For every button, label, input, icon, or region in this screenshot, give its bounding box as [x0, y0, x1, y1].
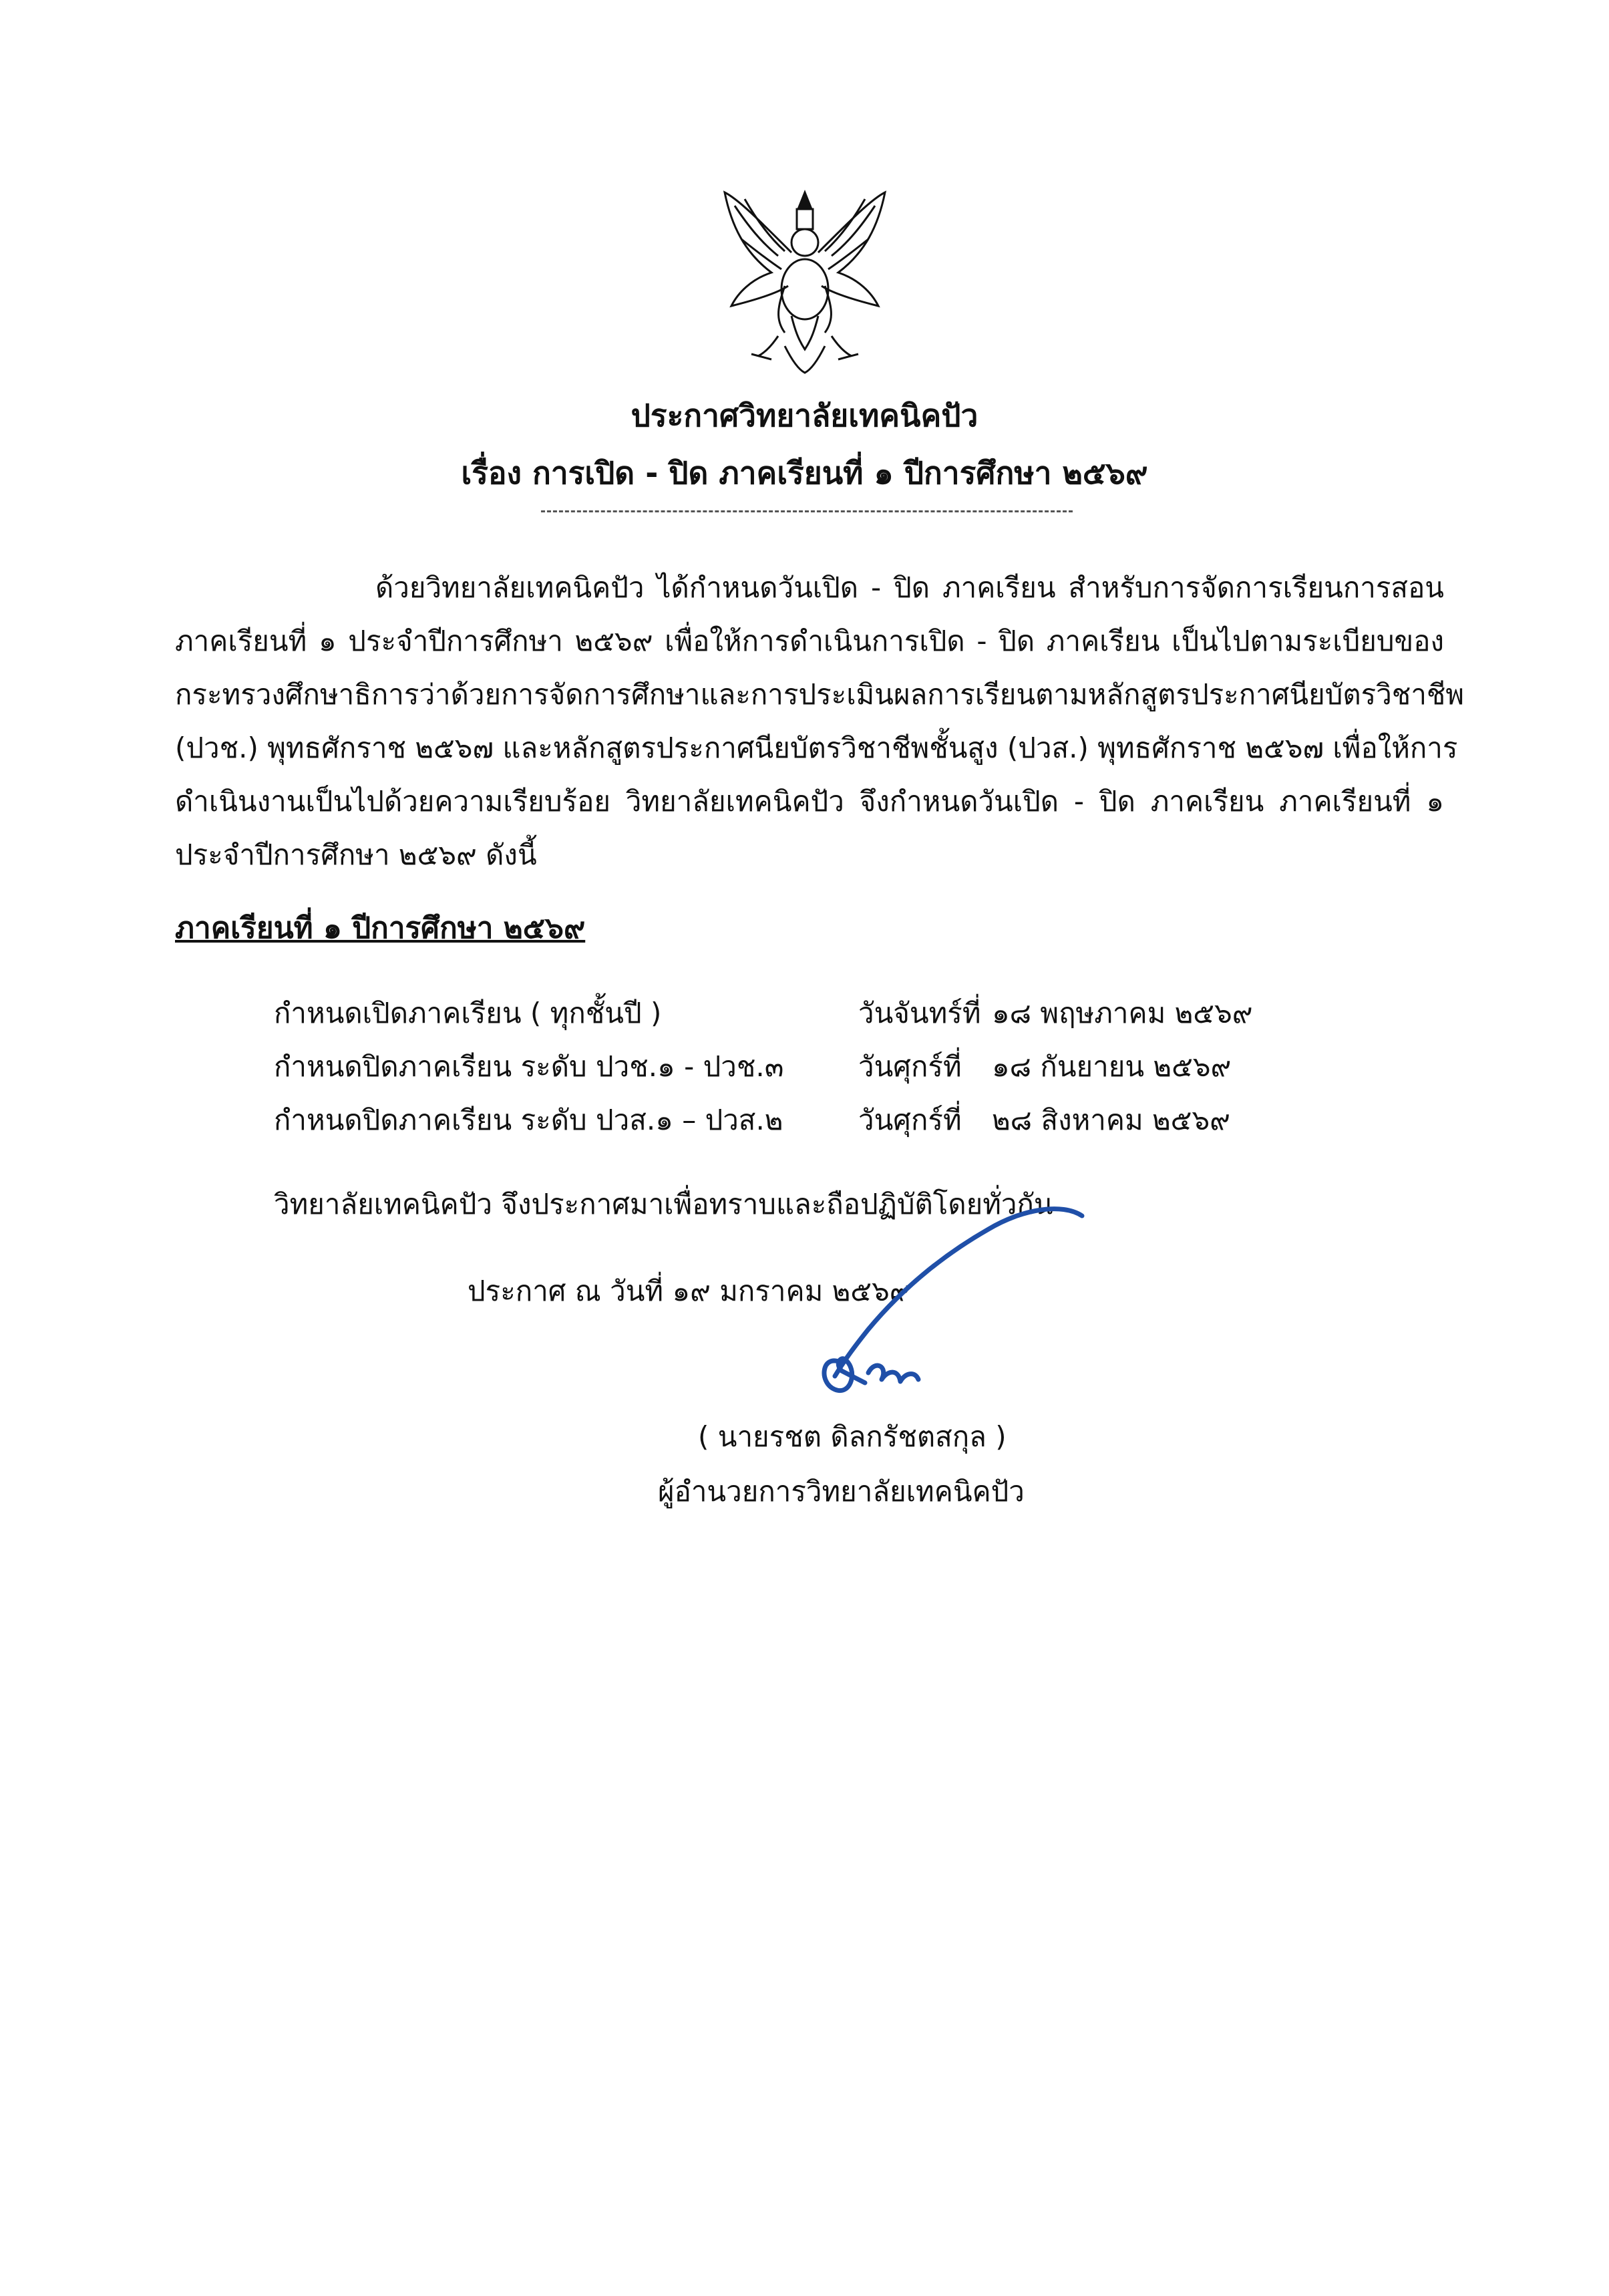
- schedule-day: วันศุกร์ที่: [858, 1050, 962, 1083]
- closing-statement: วิทยาลัยเทคนิคปัว จึงประกาศมาเพื่อทราบและถือปฏิบัติโดยทั่วกัน: [274, 1188, 1053, 1220]
- schedule-day: วันจันทร์ที่: [858, 997, 981, 1029]
- announcement-date: ประกาศ ณ วันที่ ๑๙ มกราคม ๒๕๖๙: [468, 1275, 910, 1307]
- schedule-desc: กำหนดเปิดภาคเรียน ( ทุกชั้นปี ): [274, 997, 662, 1029]
- schedule-date: ๑๘ กันยายน ๒๕๖๙: [992, 1050, 1232, 1083]
- document-title: ประกาศวิทยาลัยเทคนิคปัว: [631, 397, 978, 434]
- signature-image: [768, 1189, 1102, 1416]
- paragraph-line: ประจำปีการศึกษา ๒๕๖๙ ดังนี้: [175, 838, 537, 871]
- paragraph-line: (ปวช.) พุทธศักราช ๒๕๖๗ และหลักสูตรประกาศนียบัตรวิชาชีพชั้นสูง (ปวส.) พุทธศักราช ๒๕๖๗ เพื่อให้การ: [175, 731, 1458, 764]
- paragraph-line: ดำเนินงานเป็นไปด้วยความเรียบร้อย วิทยาลัยเทคนิคปัว จึงกำหนดวันเปิด - ปิด ภาคเรียน ภาคเรียนที่ ๑: [175, 785, 1444, 818]
- paragraph-line: กระทรวงศึกษาธิการว่าด้วยการจัดการศึกษาและการประเมินผลการเรียนตามหลักสูตรประกาศนียบัตรวิชาชีพ: [175, 678, 1465, 711]
- schedule-day: วันศุกร์ที่: [858, 1104, 962, 1136]
- document-subject: เรื่อง การเปิด - ปิด ภาคเรียนที่ ๑ ปีการศึกษา ๒๕๖๙: [461, 455, 1148, 491]
- schedule-desc: กำหนดปิดภาคเรียน ระดับ ปวส.๑ – ปวส.๒: [274, 1104, 783, 1136]
- body-paragraph: [175, 561, 1465, 882]
- schedule-date: ๒๘ สิงหาคม ๒๕๖๙: [992, 1104, 1230, 1136]
- paragraph-line: ภาคเรียนที่ ๑ ประจำปีการศึกษา ๒๕๖๙ เพื่อให้การดำเนินการเปิด - ปิด ภาคเรียน เป็นไปตามระเบียบของ: [175, 625, 1444, 657]
- section-heading: ภาคเรียนที่ ๑ ปีการศึกษา ๒๕๖๙: [175, 911, 586, 945]
- schedule-desc: กำหนดปิดภาคเรียน ระดับ ปวช.๑ - ปวช.๓: [274, 1050, 784, 1083]
- schedule-date: ๑๘ พฤษภาคม ๒๕๖๙: [992, 997, 1253, 1029]
- paragraph-line: ด้วยวิทยาลัยเทคนิคปัว ได้กำหนดวันเปิด - ปิด ภาคเรียน สำหรับการจัดการเรียนการสอน: [375, 571, 1444, 604]
- garuda-emblem-icon: [711, 179, 898, 379]
- signer-title: ผู้อำนวยการวิทยาลัยเทคนิคปัว: [658, 1475, 1025, 1508]
- title-divider: [541, 510, 1073, 512]
- signer-name: ( นายรชต ดิลกรัชตสกุล ): [698, 1420, 1007, 1453]
